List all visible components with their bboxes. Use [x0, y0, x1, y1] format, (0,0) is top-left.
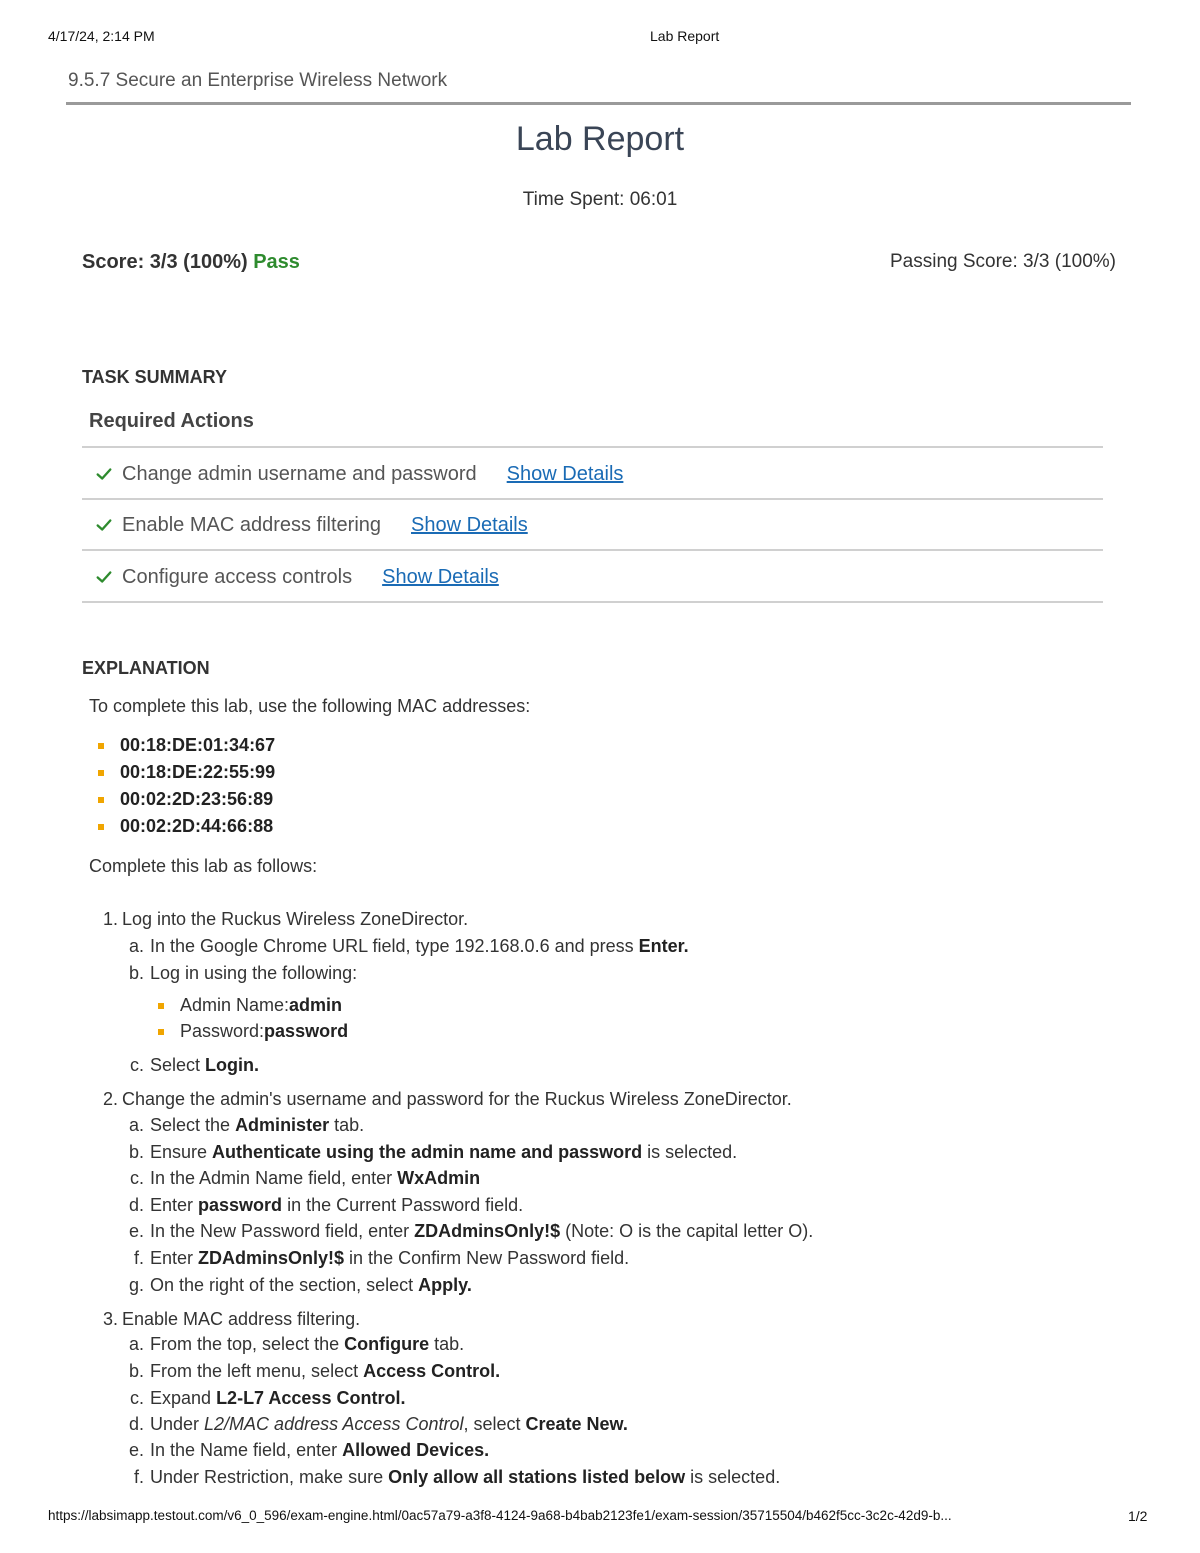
print-datetime: 4/17/24, 2:14 PM [48, 28, 155, 44]
course-title: 9.5.7 Secure an Enterprise Wireless Network [68, 70, 448, 91]
substep: f. Under Restriction, make sure Only allow all stations listed below is selected. [133, 1467, 781, 1487]
divider [82, 549, 1103, 551]
bullet-icon [98, 797, 104, 803]
substep: c. Expand L2-L7 Access Control. [129, 1388, 406, 1408]
substep: a. In the Google Chrome URL field, type 192.168.0.6 and press Enter. [128, 936, 689, 956]
step: 2. Change the admin's username and password for the Ruckus Wireless ZoneDirector. [102, 1089, 792, 1109]
bullet-icon [98, 743, 104, 749]
bullet-icon [158, 1029, 164, 1035]
task-label: Configure access controls [122, 565, 353, 588]
checkmark-icon [95, 465, 113, 483]
explanation-heading: EXPLANATION [82, 658, 210, 678]
bullet-icon [98, 770, 104, 776]
substep: g. On the right of the section, select Apply. [128, 1275, 472, 1295]
task-label: Change admin username and password [122, 462, 477, 485]
mac-address-item [98, 762, 275, 783]
substep: b. Log in using the following: [128, 963, 358, 983]
step: 1. Log into the Ruckus Wireless ZoneDirector. [102, 909, 469, 929]
task-item [95, 459, 623, 489]
bullet-icon [158, 1003, 164, 1009]
pass-badge: Pass [253, 251, 300, 273]
substep: c. Select Login. [129, 1055, 260, 1075]
page-title: Lab Report [515, 120, 685, 158]
mac-address: 00:18:DE:22:55:99 [120, 762, 276, 782]
mac-address-item [98, 789, 273, 810]
mac-address-item [98, 816, 273, 837]
divider [82, 446, 1103, 448]
checkmark-icon [95, 568, 113, 586]
task-item [95, 562, 499, 592]
mac-address-item [98, 735, 275, 756]
checkmark-icon [95, 516, 113, 534]
substep: a. Select the Administer tab. [128, 1115, 365, 1135]
task-item [95, 510, 528, 540]
header-divider [66, 102, 1131, 105]
show-details-link[interactable]: Show Details [382, 565, 499, 588]
substep: e. In the New Password field, enter ZDAdminsOnly!$ (Note: O is the capital letter O). [128, 1221, 814, 1241]
credential-item: Password: password [158, 1021, 348, 1042]
substep: a. From the top, select the Configure tab. [128, 1334, 465, 1354]
substep: b. Ensure Authenticate using the admin name and password is selected. [128, 1142, 738, 1162]
substep: f. Enter ZDAdminsOnly!$ in the Confirm New Password field. [133, 1248, 630, 1268]
score-value: Score: 3/3 (100%) [82, 251, 248, 273]
divider [82, 498, 1103, 500]
passing-score: Passing Score: 3/3 (100%) [889, 251, 1116, 272]
mac-intro: To complete this lab, use the following MAC addresses: [89, 696, 531, 716]
divider [82, 601, 1103, 603]
complete-intro: Complete this lab as follows: [89, 856, 318, 876]
mac-address: 00:02:2D:44:66:88 [120, 816, 274, 836]
show-details-link[interactable]: Show Details [506, 462, 624, 485]
page-number: 1/2 [1128, 1508, 1148, 1524]
required-actions-heading: Required Actions [89, 410, 254, 432]
substep: b. From the left menu, select Access Control. [128, 1361, 501, 1381]
substep: d. Enter password in the Current Password field. [128, 1195, 524, 1215]
substep: c. In the Admin Name field, enter WxAdmin [129, 1168, 481, 1188]
step: 3. Enable MAC address filtering. [102, 1309, 361, 1329]
score-display [82, 251, 300, 274]
substep: d. Under L2/MAC address Access Control, select Create New. [128, 1414, 628, 1434]
show-details-link[interactable]: Show Details [411, 513, 528, 536]
substep: e. In the Name field, enter Allowed Devices. [128, 1440, 490, 1460]
print-title: Lab Report [650, 28, 720, 44]
bullet-icon [98, 824, 104, 830]
mac-address: 00:02:2D:23:56:89 [120, 789, 274, 809]
print-url: https://labsimapp.testout.com/v6_0_596/exam-engine.html/0ac57a79-a3f8-4124-9a68-b4bab2123fe1/exam-session/35715504/b462f5cc-3c2c-42d9-b... [48, 1508, 952, 1523]
time-spent: Time Spent: 06:01 [522, 189, 678, 210]
task-summary-heading: TASK SUMMARY [82, 367, 227, 387]
task-label: Enable MAC address filtering [122, 513, 382, 536]
mac-address: 00:18:DE:01:34:67 [120, 735, 276, 755]
credential-item: Admin Name: admin [158, 995, 342, 1016]
